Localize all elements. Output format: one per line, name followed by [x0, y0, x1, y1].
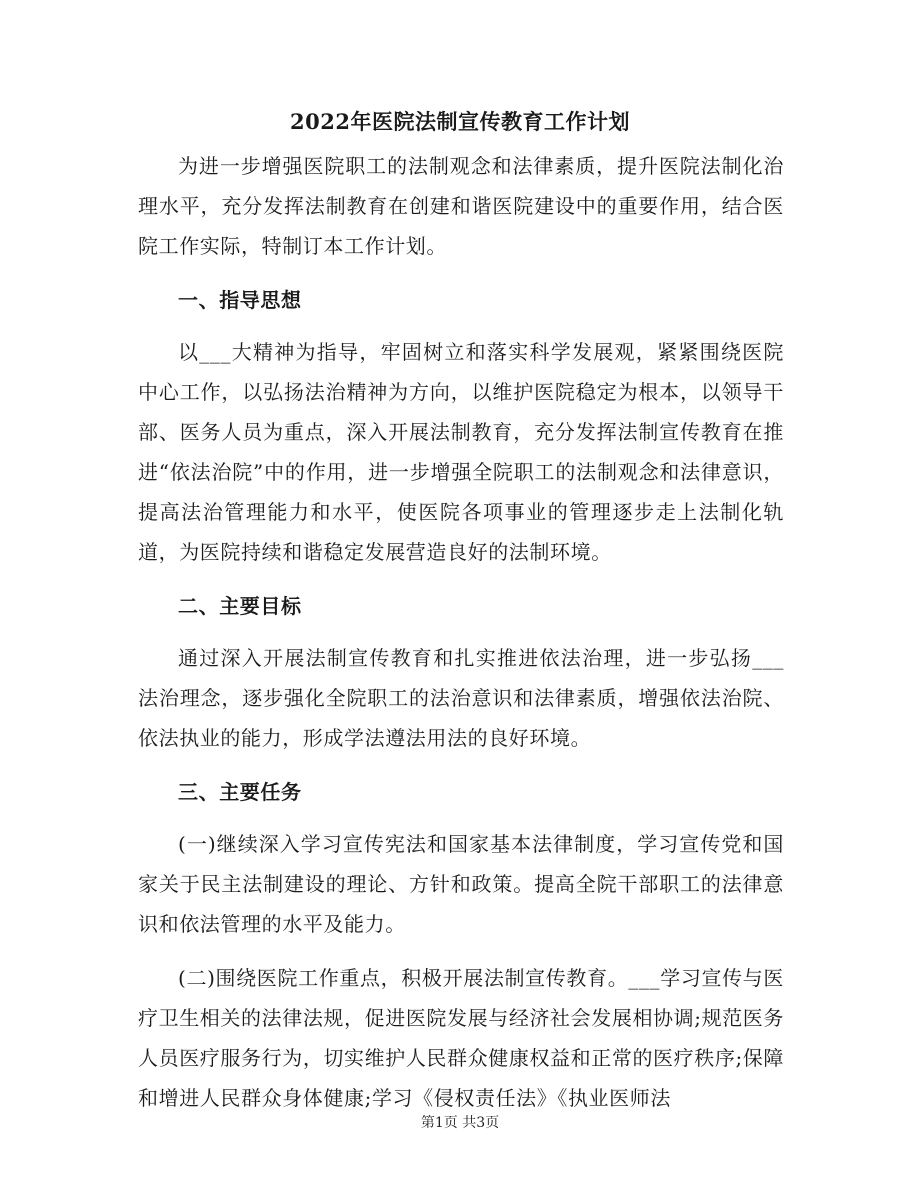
- intro-paragraph: 为进一步增强医院职工的法制观念和法律素质，提升医院法制化治理水平，充分发挥法制教育在创建和谐医院建设中的重要作用，结合医院工作实际，特制订本工作计划。: [138, 154, 784, 258]
- section-paragraph-main-goals: 通过深入开展法制宣传教育和扎实推进依法治理，进一步弘扬___法治理念，逐步强化全院职工的法治意识和法律素质，增强依法治院、依法执业的能力，形成学法遵法用法的良好环境。: [138, 646, 784, 750]
- document-title: 2022年医院法制宣传教育工作计划: [290, 109, 630, 134]
- section-paragraph-guiding-thought: 以___大精神为指导，牢固树立和落实科学发展观，紧紧围绕医院中心工作，以弘扬法治精神为方向，以维护医院稳定为根本，以领导干部、医务人员为重点，深入开展法制教育，充分发挥法制宣传教育在推进“依法治院”中的作用，进一步增强全院职工的法制观念和法律意识，提高法治管理能力和水平，使医院各项事业的管理逐步走上法制化轨道，为医院持续和谐稳定发展营造良好的法制环境。: [138, 340, 784, 564]
- section-heading-main-tasks: 三、主要任务: [178, 780, 302, 804]
- document-body: [138, 146, 784, 1132]
- page-number-footer: 第1页 共3页: [420, 1115, 500, 1131]
- section-heading-guiding-thought: 一、指导思想: [178, 288, 302, 312]
- section-paragraph-task-1: (一)继续深入学习宣传宪法和国家基本法律制度，学习宣传党和国家关于民主法制建设的理论、方针和政策。提高全院干部职工的法律意识和依法管理的水平及能力。: [138, 832, 784, 936]
- section-paragraph-task-2: (二)围绕医院工作重点，积极开展法制宣传教育。___学习宣传与医疗卫生相关的法律法规，促进医院发展与经济社会发展相协调;规范医务人员医疗服务行为，切实维护人民群众健康权益和正常的医疗秩序;保障和增进人民群众身体健康;学习《侵权责任法》《执业医师法: [138, 966, 784, 1110]
- section-heading-main-goals: 二、主要目标: [178, 594, 302, 618]
